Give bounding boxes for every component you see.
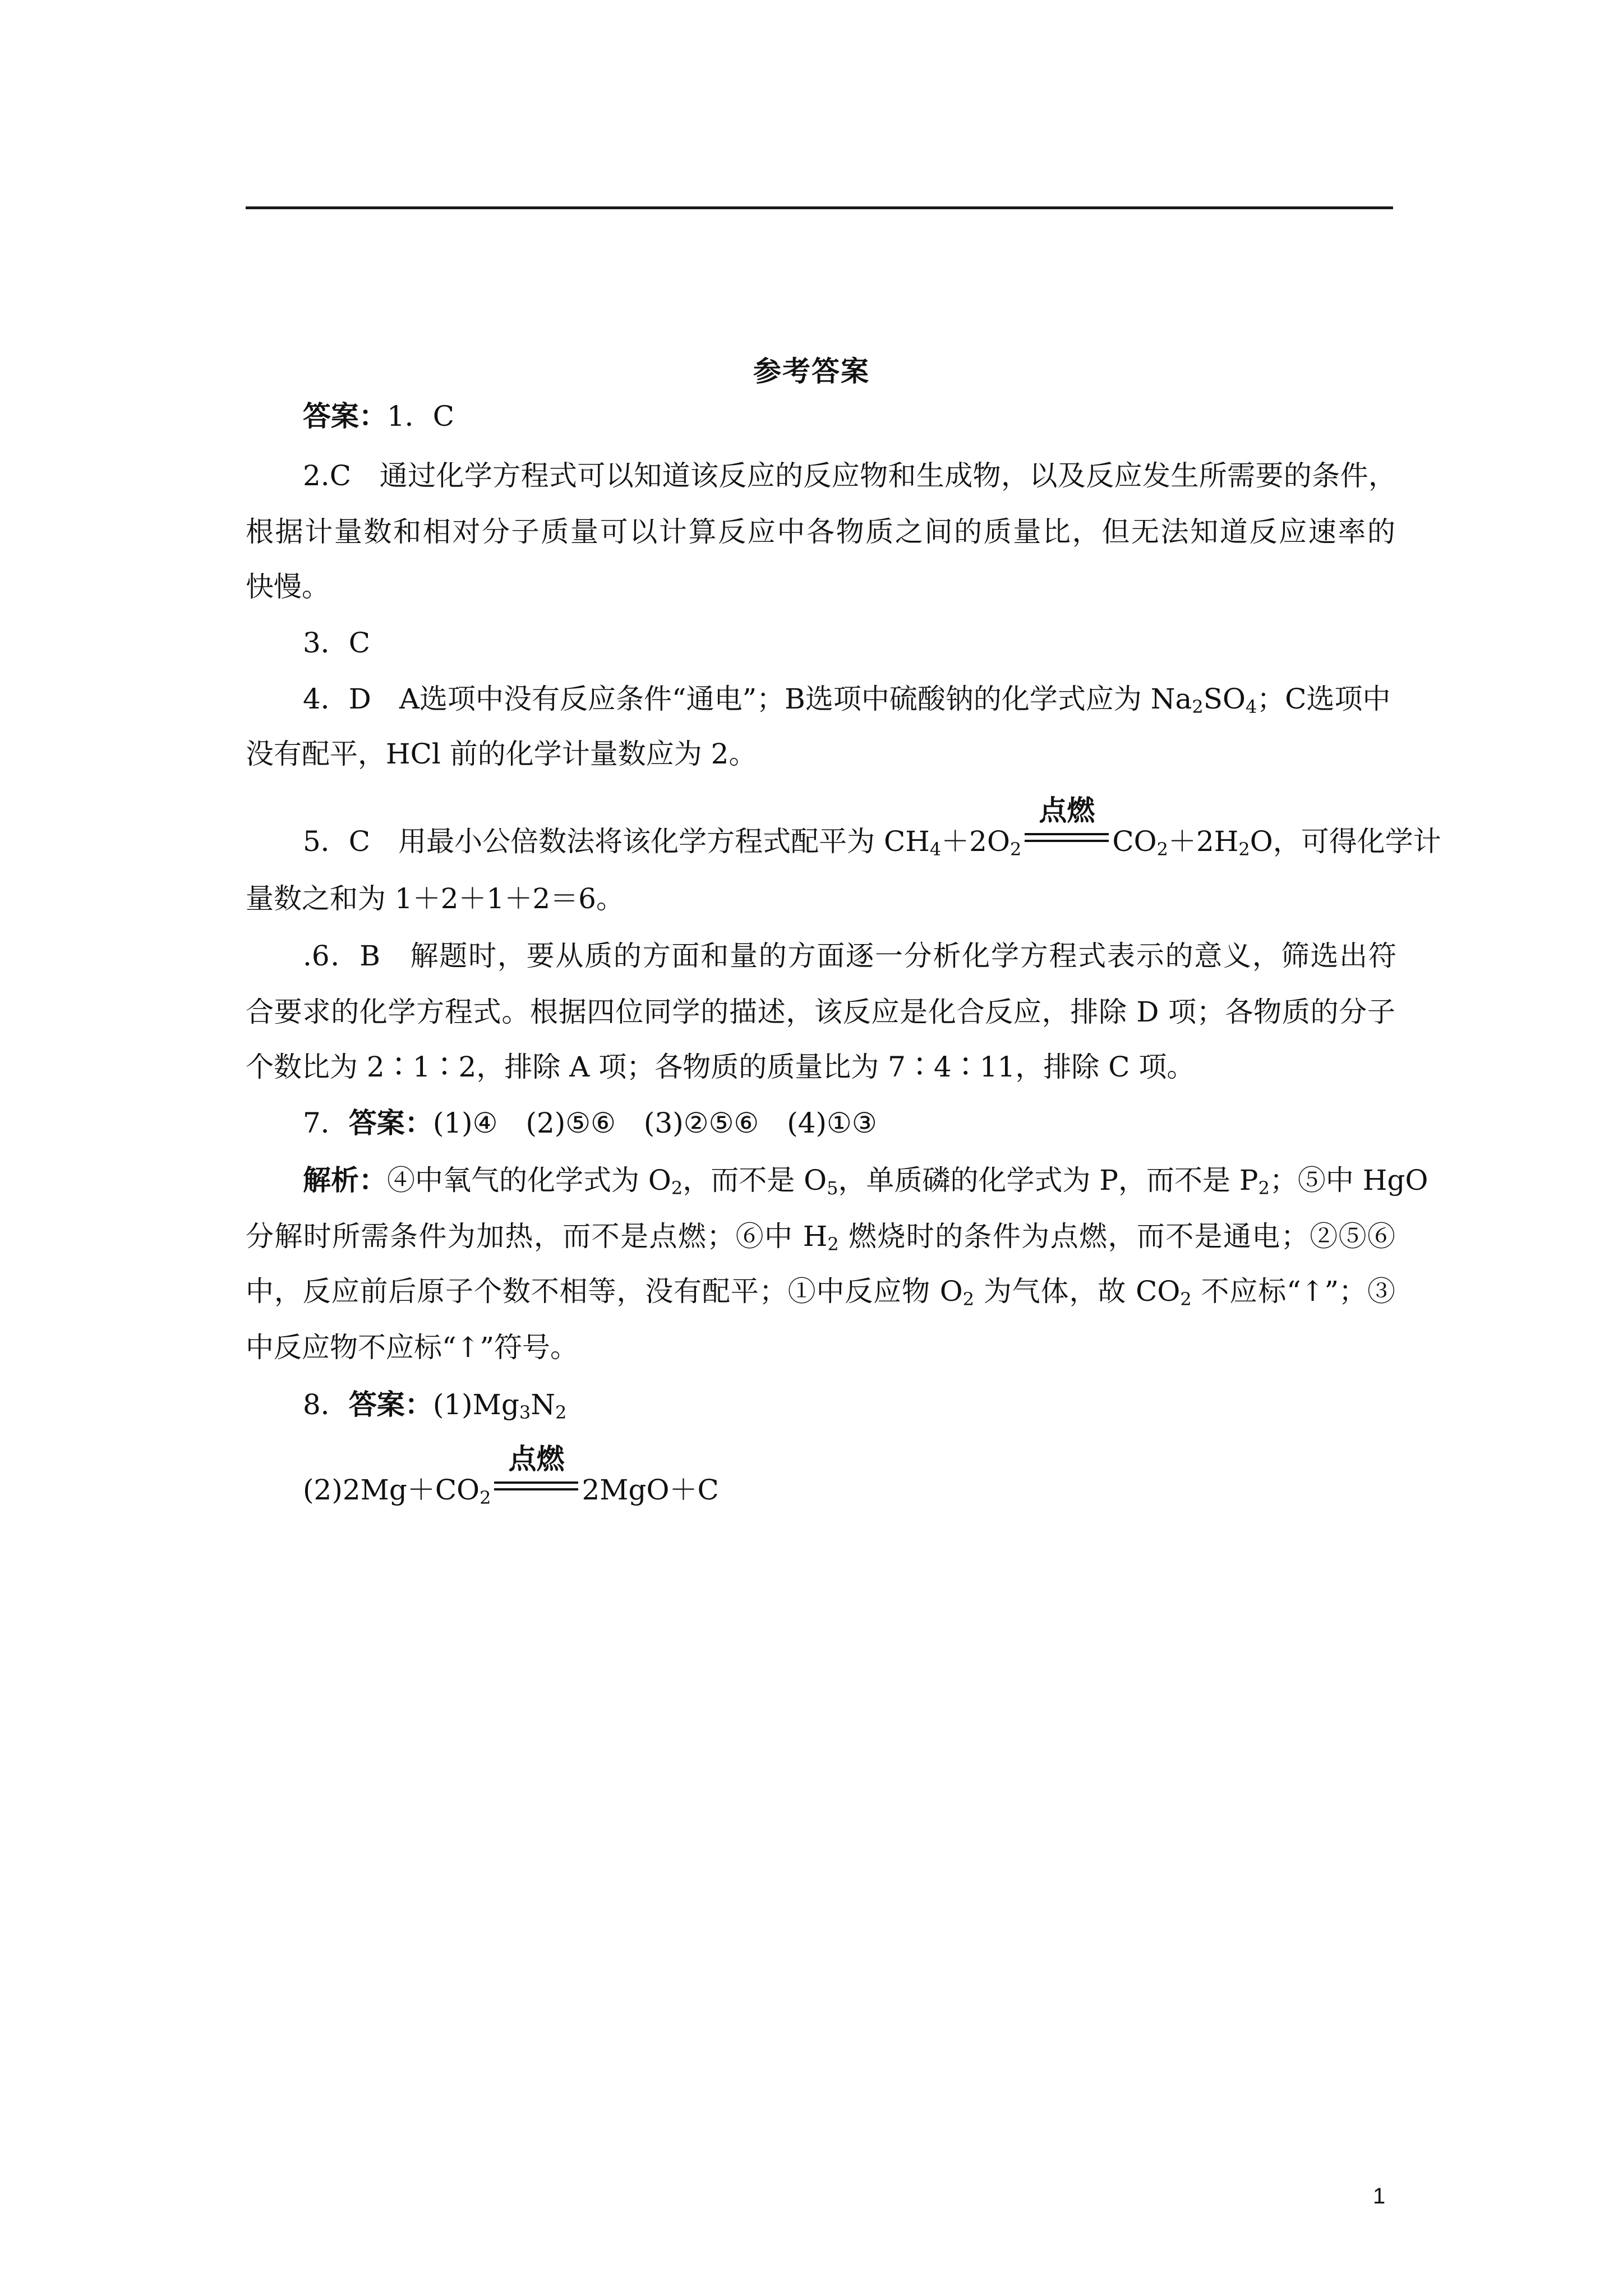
answer-6-line-1: .6．B 解题时，要从质的方面和量的方面逐一分析化学方程式表示的意义，筛选出符 (303, 940, 1396, 972)
answer-3: 3．C (303, 627, 371, 659)
answer-label: 答案： (348, 1388, 433, 1421)
answer-7-analysis-line-4: 中反应物不应标“↑”符号。 (246, 1331, 579, 1364)
answer-4-line-2: 没有配平，HCl 前的化学计量数应为 2。 (246, 738, 757, 770)
reaction-condition: 点燃 (1039, 794, 1095, 827)
page-title: 参考答案 (753, 355, 870, 388)
answer-label: 答案： (348, 1107, 433, 1139)
reaction-arrow-ignite (1025, 794, 1109, 850)
answer-7-analysis-line-2: 分解时所需条件为加热，而不是点燃；⑥中 $H_2$ 燃烧时的条件为点燃，而不是通电；②⑤⑥ (246, 1220, 1395, 1255)
answer-8-part-2: $(2)2Mg+CO_2$ 点燃 2MgO＋C (303, 1443, 719, 1508)
answer-2-line-2: 根据计量数和相对分子质量可以计算反应中各物质之间的质量比，但无法知道反应速率的 (246, 516, 1395, 548)
answer-1 (303, 399, 1396, 433)
reaction-condition: 点燃 (508, 1443, 565, 1475)
answer-7-analysis-line-1: 解析：④中氧气的化学式为 $O_2$，而不是 $O_5$，单质磷的化学式为 P，而不是 $P_2$；⑤中 HgO (303, 1164, 1428, 1199)
answer-8: 8．答案：$(1)Mg_3N_2$ (303, 1388, 567, 1423)
answer-7: 7．答案：(1)④ (2)⑤⑥ (3)②⑤⑥ (4)①③ (303, 1107, 877, 1139)
answer-5-line-2: 量数之和为 1＋2＋1＋2＝6。 (246, 882, 624, 915)
reaction-arrow-ignite (494, 1443, 578, 1498)
answer-1-text: 1．C (387, 400, 455, 432)
header-rule (246, 206, 1393, 209)
answer-6-line-2: 合要求的化学方程式。根据四位同学的描述，该反应是化合反应，排除 D 项；各物质的分子 (246, 996, 1395, 1028)
answer-2-line-3: 快慢。 (246, 570, 330, 603)
answer-6-line-3: 个数比为 2∶1∶2，排除 A 项；各物质的质量比为 7∶4∶11，排除 C 项。 (246, 1051, 1195, 1083)
page-number: 1 (1373, 2184, 1386, 2208)
answer-4-line-1: 4．D A选项中没有反应条件“通电”；B选项中硫酸钠的化学式应为 $Na_2SO_4$；C选项中 (303, 683, 1391, 717)
analysis-label: 解析： (303, 1164, 387, 1197)
answer-2-line-1: 2.C 通过化学方程式可以知道该反应的反应物和生成物，以及反应发生所需要的条件， (303, 459, 1396, 492)
answer-label: 答案： (303, 400, 387, 432)
answer-7-analysis-line-3: 中，反应前后原子个数不相等，没有配平；①中反应物 $O_2$ 为气体，故 $CO_2$ 不应标“↑”；③ (246, 1275, 1395, 1310)
answer-5-line-1: 5．C 用最小公倍数法将该化学方程式配平为 $CH_4+2O_2$ 点燃 $CO_2+2H_2O$，可得化学计 (303, 794, 1441, 860)
